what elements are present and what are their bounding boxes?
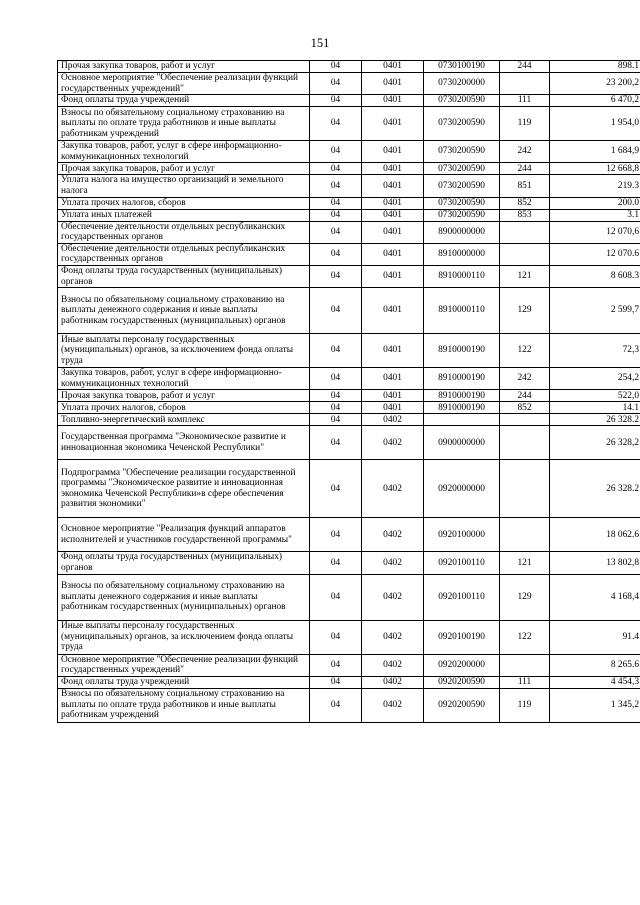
row-subsection: 0401 — [362, 95, 424, 107]
row-expense-type: 121 — [500, 552, 550, 574]
row-name: Уплата прочих налогов, сборов — [58, 402, 310, 414]
table-row — [58, 390, 640, 402]
row-target-code: 0730200590 — [424, 107, 500, 141]
row-amount: 3.1 — [550, 209, 640, 221]
row-name: Топливно-энергетический комплекс — [58, 414, 310, 426]
row-section: 04 — [310, 334, 362, 368]
page-number: 151 — [310, 36, 330, 50]
table-row — [58, 414, 640, 426]
row-amount: 1 345,2 — [550, 688, 640, 722]
table-row — [58, 107, 640, 141]
row-section: 04 — [310, 688, 362, 722]
row-subsection: 0401 — [362, 163, 424, 175]
row-expense-type — [500, 414, 550, 426]
row-amount: 8 608.3 — [550, 265, 640, 287]
row-subsection: 0401 — [362, 107, 424, 141]
row-name: Подпрограмма "Обеспечение реализации государственной программы "Экономическое развитие и инновационная экономика Чеченской Республики»в сфере обеспечения развития экономики" — [58, 460, 310, 518]
row-section: 04 — [310, 426, 362, 460]
row-amount: 23 200,2 — [550, 73, 640, 95]
row-subsection: 0401 — [362, 197, 424, 209]
row-target-code: 0730100190 — [424, 61, 500, 73]
row-target-code: 0900000000 — [424, 426, 500, 460]
row-target-code: 0920200590 — [424, 688, 500, 722]
row-expense-type — [500, 221, 550, 243]
row-expense-type: 242 — [500, 368, 550, 390]
row-target-code: 0920200590 — [424, 676, 500, 688]
table-row — [58, 368, 640, 390]
table-row — [58, 95, 640, 107]
row-name: Фонд оплаты труда учреждений — [58, 95, 310, 107]
row-amount: 254,2 — [550, 368, 640, 390]
row-amount: 4 168,4 — [550, 574, 640, 620]
row-expense-type: 111 — [500, 676, 550, 688]
table-row — [58, 518, 640, 552]
row-expense-type: 853 — [500, 209, 550, 221]
row-subsection: 0401 — [362, 175, 424, 197]
row-target-code: 8910000110 — [424, 288, 500, 334]
row-name: Фонд оплаты труда учреждений — [58, 676, 310, 688]
row-name: Прочая закупка товаров, работ и услуг — [58, 390, 310, 402]
table-row — [58, 552, 640, 574]
budget-table-body — [58, 61, 640, 723]
table-row — [58, 243, 640, 265]
row-name: Обеспечение деятельности отдельных республиканских государственных органов — [58, 243, 310, 265]
row-section: 04 — [310, 460, 362, 518]
table-row — [58, 141, 640, 163]
row-target-code: 8910000190 — [424, 368, 500, 390]
row-amount: 26 328.2 — [550, 460, 640, 518]
row-name: Основное мероприятие "Обеспечение реализации функций государственных учреждений" — [58, 654, 310, 676]
row-name: Закупка товаров, работ, услуг в сфере информационно-коммуникационных технологий — [58, 141, 310, 163]
budget-table — [57, 60, 640, 723]
row-target-code: 0730200590 — [424, 141, 500, 163]
row-section: 04 — [310, 518, 362, 552]
row-expense-type: 852 — [500, 197, 550, 209]
table-row — [58, 654, 640, 676]
row-expense-type: 119 — [500, 107, 550, 141]
row-name: Государственная программа "Экономическое развитие и инновационная экономика Чеченской Республики" — [58, 426, 310, 460]
row-section: 04 — [310, 265, 362, 287]
row-target-code: 0920100190 — [424, 620, 500, 654]
row-target-code: 0920000000 — [424, 460, 500, 518]
row-subsection: 0401 — [362, 265, 424, 287]
row-expense-type — [500, 460, 550, 518]
row-expense-type — [500, 73, 550, 95]
row-name: Фонд оплаты труда государственных (муниципальных) органов — [58, 265, 310, 287]
row-amount: 26 328,2 — [550, 426, 640, 460]
table-row — [58, 73, 640, 95]
row-section: 04 — [310, 676, 362, 688]
row-name: Фонд оплаты труда государственных (муниципальных) органов — [58, 552, 310, 574]
row-name: Прочая закупка товаров, работ и услуг — [58, 163, 310, 175]
table-row — [58, 221, 640, 243]
row-target-code: 0920100110 — [424, 552, 500, 574]
row-target-code: 0730200590 — [424, 163, 500, 175]
row-expense-type: 129 — [500, 574, 550, 620]
row-subsection: 0401 — [362, 141, 424, 163]
row-section: 04 — [310, 61, 362, 73]
table-row — [58, 620, 640, 654]
row-section: 04 — [310, 209, 362, 221]
table-row — [58, 163, 640, 175]
row-expense-type — [500, 426, 550, 460]
row-amount: 72,3 — [550, 334, 640, 368]
row-expense-type: 244 — [500, 163, 550, 175]
row-section: 04 — [310, 95, 362, 107]
table-row — [58, 334, 640, 368]
row-amount: 4 454,3 — [550, 676, 640, 688]
row-name: Взносы по обязательному социальному страхованию на выплаты денежного содержания и иные выплаты работникам государственных (муниципальных) органов — [58, 574, 310, 620]
row-target-code: 8910000000 — [424, 243, 500, 265]
row-amount: 14.1 — [550, 402, 640, 414]
row-name: Основное мероприятие "Реализация функций аппаратов исполнителей и участников государственной программы" — [58, 518, 310, 552]
row-expense-type: 851 — [500, 175, 550, 197]
row-name: Иные выплаты персоналу государственных (муниципальных) органов, за исключением фонда оплаты труда — [58, 620, 310, 654]
row-amount: 12 070,6 — [550, 221, 640, 243]
row-amount: 2 599,7 — [550, 288, 640, 334]
row-subsection: 0401 — [362, 61, 424, 73]
row-subsection: 0401 — [362, 209, 424, 221]
row-amount: 91.4 — [550, 620, 640, 654]
row-subsection: 0402 — [362, 414, 424, 426]
row-section: 04 — [310, 73, 362, 95]
row-section: 04 — [310, 402, 362, 414]
row-section: 04 — [310, 654, 362, 676]
row-target-code: 8910000110 — [424, 265, 500, 287]
row-subsection: 0402 — [362, 574, 424, 620]
row-amount: 12 070.6 — [550, 243, 640, 265]
row-name: Взносы по обязательному социальному страхованию на выплаты по оплате труда работников и иные выплаты работникам учреждений — [58, 688, 310, 722]
table-row — [58, 197, 640, 209]
row-name: Уплата прочих налогов, сборов — [58, 197, 310, 209]
row-amount: 219.3 — [550, 175, 640, 197]
row-amount: 200.0 — [550, 197, 640, 209]
table-row — [58, 175, 640, 197]
row-amount: 13 802,8 — [550, 552, 640, 574]
row-subsection: 0401 — [362, 334, 424, 368]
row-name: Основное мероприятие "Обеспечение реализации функций государственных учреждений" — [58, 73, 310, 95]
row-section: 04 — [310, 414, 362, 426]
row-amount: 6 470,2 — [550, 95, 640, 107]
row-name: Уплата налога на имущество организаций и земельного налога — [58, 175, 310, 197]
row-subsection: 0402 — [362, 654, 424, 676]
row-name: Взносы по обязательному социальному страхованию на выплаты денежного содержания и иные выплаты работникам государственных (муниципальных) органов — [58, 288, 310, 334]
row-expense-type: 121 — [500, 265, 550, 287]
row-amount: 1 954,0 — [550, 107, 640, 141]
row-expense-type: 242 — [500, 141, 550, 163]
row-target-code: 0730200000 — [424, 73, 500, 95]
row-amount: 8 265.6 — [550, 654, 640, 676]
row-amount: 12 668,8 — [550, 163, 640, 175]
row-expense-type: 119 — [500, 688, 550, 722]
row-expense-type: 852 — [500, 402, 550, 414]
row-section: 04 — [310, 390, 362, 402]
row-target-code: 0920200000 — [424, 654, 500, 676]
row-section: 04 — [310, 288, 362, 334]
row-amount: 18 062.6 — [550, 518, 640, 552]
table-row — [58, 61, 640, 73]
row-subsection: 0401 — [362, 243, 424, 265]
row-target-code: 8910000190 — [424, 390, 500, 402]
row-target-code: 8900000000 — [424, 221, 500, 243]
row-target-code — [424, 414, 500, 426]
row-name: Прочая закупка товаров, работ и услуг — [58, 61, 310, 73]
row-subsection: 0402 — [362, 620, 424, 654]
row-expense-type: 244 — [500, 390, 550, 402]
row-section: 04 — [310, 141, 362, 163]
row-expense-type: 129 — [500, 288, 550, 334]
table-row — [58, 402, 640, 414]
row-target-code: 0730200590 — [424, 175, 500, 197]
row-subsection: 0401 — [362, 221, 424, 243]
row-subsection: 0401 — [362, 368, 424, 390]
row-name: Обеспечение деятельности отдельных республиканских государственных органов — [58, 221, 310, 243]
row-target-code: 0730200590 — [424, 197, 500, 209]
row-section: 04 — [310, 552, 362, 574]
table-row — [58, 460, 640, 518]
row-target-code: 8910000190 — [424, 402, 500, 414]
row-section: 04 — [310, 620, 362, 654]
table-row — [58, 676, 640, 688]
row-section: 04 — [310, 368, 362, 390]
table-row — [58, 265, 640, 287]
row-subsection: 0402 — [362, 518, 424, 552]
row-name: Иные выплаты персоналу государственных (муниципальных) органов, за исключением фонда оплаты труда — [58, 334, 310, 368]
row-subsection: 0402 — [362, 426, 424, 460]
table-row — [58, 574, 640, 620]
row-section: 04 — [310, 107, 362, 141]
row-section: 04 — [310, 163, 362, 175]
row-section: 04 — [310, 574, 362, 620]
table-row — [58, 288, 640, 334]
row-expense-type — [500, 243, 550, 265]
row-target-code: 0730200590 — [424, 209, 500, 221]
row-name: Взносы по обязательному социальному страхованию на выплаты по оплате труда работников и иные выплаты работникам учреждений — [58, 107, 310, 141]
table-row — [58, 209, 640, 221]
row-subsection: 0402 — [362, 676, 424, 688]
row-section: 04 — [310, 197, 362, 209]
row-expense-type: 244 — [500, 61, 550, 73]
row-target-code: 0730200590 — [424, 95, 500, 107]
row-target-code: 8910000190 — [424, 334, 500, 368]
row-amount: 522,0 — [550, 390, 640, 402]
row-name: Закупка товаров, работ, услуг в сфере информационно-коммуникационных технологий — [58, 368, 310, 390]
row-expense-type: 111 — [500, 95, 550, 107]
row-expense-type — [500, 518, 550, 552]
row-amount: 1 684,9 — [550, 141, 640, 163]
row-subsection: 0401 — [362, 288, 424, 334]
row-subsection: 0402 — [362, 460, 424, 518]
table-row — [58, 688, 640, 722]
row-subsection: 0402 — [362, 688, 424, 722]
table-row — [58, 426, 640, 460]
row-amount: 26 328.2 — [550, 414, 640, 426]
row-target-code: 0920100110 — [424, 574, 500, 620]
row-name: Уплата иных платежей — [58, 209, 310, 221]
row-subsection: 0401 — [362, 73, 424, 95]
row-subsection: 0401 — [362, 402, 424, 414]
row-section: 04 — [310, 175, 362, 197]
row-section: 04 — [310, 221, 362, 243]
row-expense-type — [500, 654, 550, 676]
row-amount: 898.1 — [550, 61, 640, 73]
row-expense-type: 122 — [500, 620, 550, 654]
row-subsection: 0401 — [362, 390, 424, 402]
row-expense-type: 122 — [500, 334, 550, 368]
row-subsection: 0402 — [362, 552, 424, 574]
row-section: 04 — [310, 243, 362, 265]
row-target-code: 0920100000 — [424, 518, 500, 552]
